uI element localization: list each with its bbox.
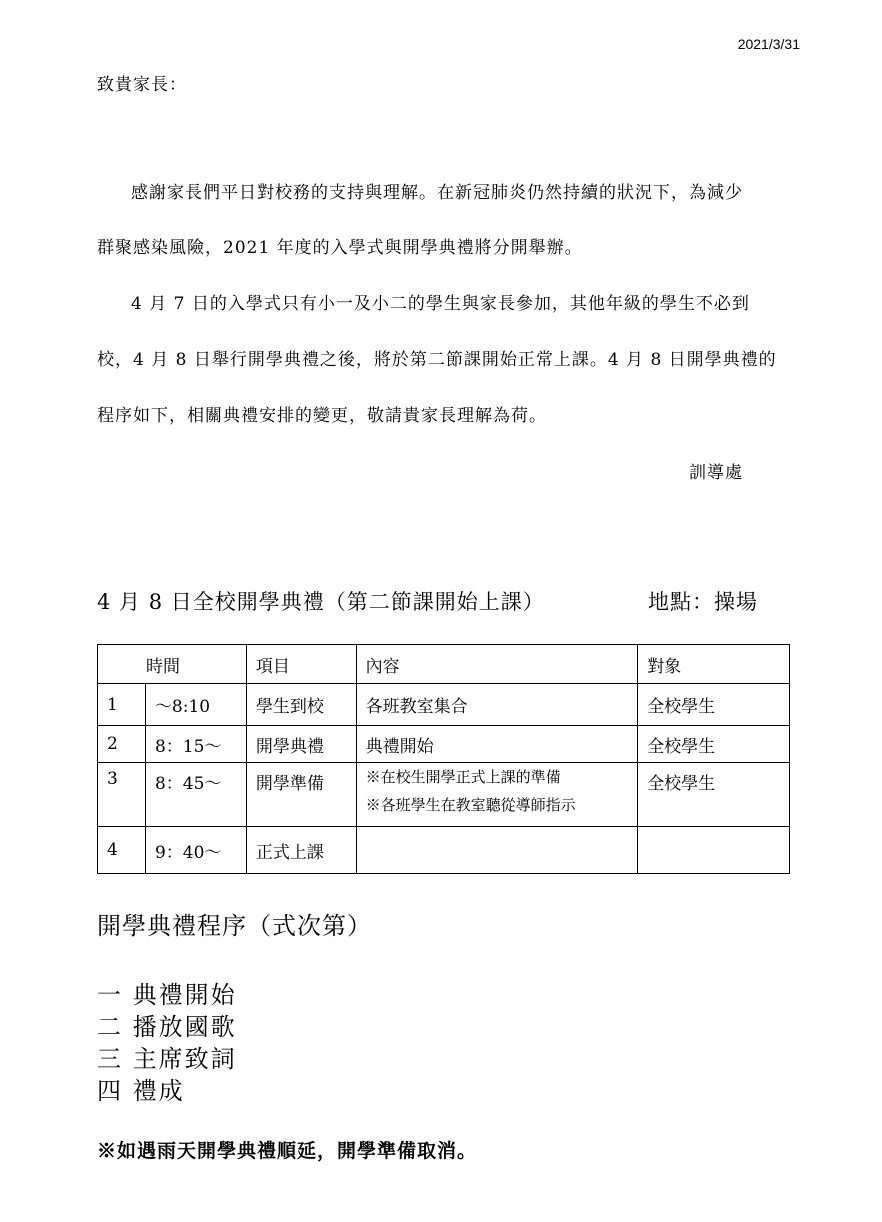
table-row xyxy=(98,763,790,827)
header-audience: 對象 xyxy=(638,645,790,684)
event-location: 地點：操場 xyxy=(648,590,758,614)
row-content: 各班教室集合 xyxy=(356,684,638,726)
rain-notice: ※如遇雨天開學典禮順延，開學準備取消。 xyxy=(97,1140,478,1162)
row-number: 3 xyxy=(98,763,146,827)
content-detail-line: ※各班學生在教室聽從導師指示 xyxy=(365,796,576,814)
row-number: 1 xyxy=(98,684,146,726)
row-number: 2 xyxy=(98,726,146,763)
letter-line: 校，4 月 8 日舉行開學典禮之後，將於第二節課開始正常上課。4 月 8 日開學典禮的 xyxy=(97,350,777,370)
letter-line: 群聚感染風險，2021 年度的入學式與開學典禮將分開舉辦。 xyxy=(97,238,583,258)
row-item: 正式上課 xyxy=(246,827,356,874)
row-content xyxy=(356,827,638,874)
table-row xyxy=(98,726,790,763)
row-time: 9：40～ xyxy=(145,827,246,874)
row-item: 開學典禮 xyxy=(246,726,356,763)
row-audience: 全校學生 xyxy=(638,684,790,726)
table-row xyxy=(98,827,790,874)
row-item: 學生到校 xyxy=(246,684,356,726)
schedule-table xyxy=(97,644,790,874)
program-item: 三 主席致詞 xyxy=(97,1045,237,1073)
header-item: 項目 xyxy=(246,645,356,684)
row-number: 4 xyxy=(98,827,146,874)
table-header-row xyxy=(98,645,790,684)
row-time: 8：15～ xyxy=(145,726,246,763)
letter-line: 程序如下，相關典禮安排的變更，敬請貴家長理解為荷。 xyxy=(97,406,547,426)
program-item: 二 播放國歌 xyxy=(97,1013,237,1041)
salutation: 致貴家長： xyxy=(97,75,187,95)
row-audience: 全校學生 xyxy=(638,726,790,763)
program-title: 開學典禮程序（式次第） xyxy=(97,912,372,940)
row-time: 8：45～ xyxy=(145,763,246,827)
letter-line: 感謝家長們平日對校務的支持與理解。在新冠肺炎仍然持續的狀況下，為減少 xyxy=(131,183,743,203)
signature: 訓導處 xyxy=(689,463,743,483)
content-detail-line: ※在校生開學正式上課的準備 xyxy=(365,768,561,786)
program-item: 一 典禮開始 xyxy=(97,981,237,1009)
row-content xyxy=(356,763,638,827)
row-content: 典禮開始 xyxy=(356,726,638,763)
row-time: ～8:10 xyxy=(145,684,246,726)
row-audience: 全校學生 xyxy=(638,763,790,827)
event-title: 4 月 8 日全校開學典禮（第二節課開始上課） xyxy=(97,590,545,614)
table-row xyxy=(98,684,790,726)
row-item: 開學準備 xyxy=(246,763,356,827)
program-item: 四 禮成 xyxy=(97,1077,185,1105)
header-time: 時間 xyxy=(98,645,247,684)
document-date: 2021/3/31 xyxy=(737,36,800,52)
letter-line: 4 月 7 日的入學式只有小一及小二的學生與家長參加，其他年級的學生不必到 xyxy=(131,294,750,314)
header-content: 內容 xyxy=(356,645,638,684)
row-audience xyxy=(638,827,790,874)
